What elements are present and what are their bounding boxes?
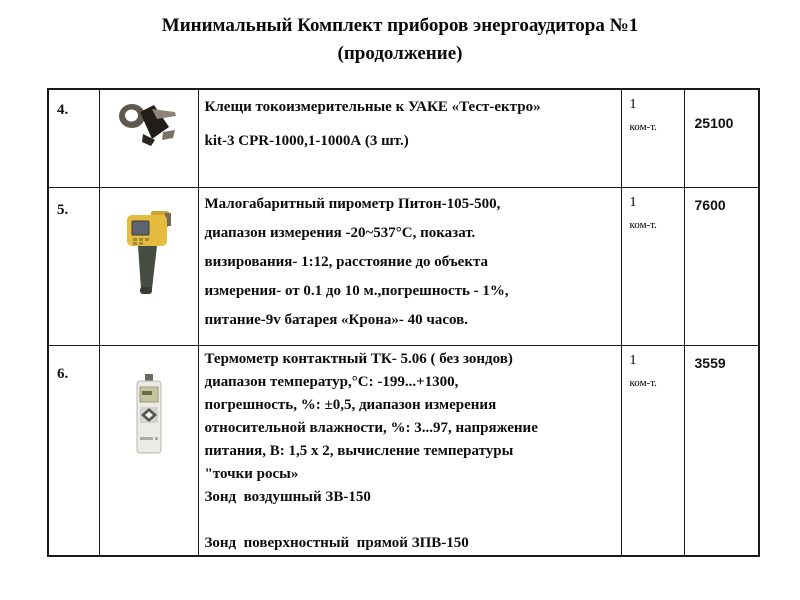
description-line: Малогабаритный пирометр Питон-105-500, [204, 195, 501, 212]
description-line: погрешность, %: ±0,5, диапазон измерения [204, 396, 497, 413]
description-line: относительной влажности, %: 3...97, напряжение [204, 419, 538, 436]
item-image-cell [99, 187, 198, 345]
description-line: Зонд воздушный ЗВ-150 [204, 488, 371, 505]
current-clamp-image [115, 96, 183, 156]
price-value: 7600 [694, 196, 726, 213]
quantity-cell [621, 89, 684, 187]
description-line: диапазон измерения -20~537°С, показат. [204, 224, 476, 241]
description-line: "точки росы» [204, 465, 299, 482]
row-number: 4. [57, 102, 69, 118]
description-line-spacer [205, 509, 615, 532]
price-value: 25100 [694, 115, 734, 131]
quantity-value: 1 [629, 194, 637, 210]
price-cell [684, 345, 759, 556]
quantity-value: 1 [629, 97, 637, 112]
price-value: 3559 [694, 354, 726, 371]
description-line: Зонд поверхностный прямой ЗПВ-150 [204, 534, 469, 551]
title-line-2: (продолжение) [337, 43, 463, 64]
table-row-4 [48, 89, 759, 187]
price-cell [684, 187, 759, 345]
quantity-cell [621, 345, 684, 556]
row-number: 6. [57, 365, 69, 382]
description-line: питание-9v батарея «Крона»- 40 часов. [204, 311, 469, 328]
description-line: диапазон температур,°С: -199...+1300, [204, 373, 459, 390]
row-number-cell [48, 187, 99, 345]
description-line: Термометр контактный ТК- 5.06 ( без зондов) [204, 350, 513, 367]
table-row-5 [48, 187, 759, 345]
description-line: визирования- 1:12, расстояние до объекта [204, 253, 489, 270]
table-row-6 [48, 345, 759, 556]
equipment-table [47, 88, 760, 557]
quantity-unit: ком-т. [629, 121, 657, 133]
description-line: питания, В: 1,5 х 2, вычисление температуры [204, 442, 514, 459]
quantity-value: 1 [629, 352, 637, 368]
page-title [0, 12, 800, 68]
quantity-cell [621, 187, 684, 345]
row-number-cell [48, 89, 99, 187]
title-line-1: Минимальный Комплект приборов энергоаудитора №1 [161, 15, 639, 36]
item-description-cell [198, 89, 621, 187]
row-number: 5. [57, 201, 69, 218]
description-line: Клещи токоизмерительные к УАКЕ «Тест-ектро» [204, 99, 541, 115]
price-cell [684, 89, 759, 187]
description-line: kit-3 CPR-1000,1-1000А (3 шт.) [204, 133, 409, 149]
item-image-cell [99, 345, 198, 556]
contact-thermometer-image [134, 374, 164, 456]
row-number-cell [48, 345, 99, 556]
description-line: измерения- от 0.1 до 10 м.,погрешность - 1%, [204, 282, 509, 299]
item-image-cell [99, 89, 198, 187]
item-description-cell [198, 187, 621, 345]
item-description-cell [198, 345, 621, 556]
quantity-unit: ком-т. [629, 376, 657, 389]
quantity-unit: ком-т. [629, 218, 657, 231]
pyrometer-image [125, 209, 173, 297]
